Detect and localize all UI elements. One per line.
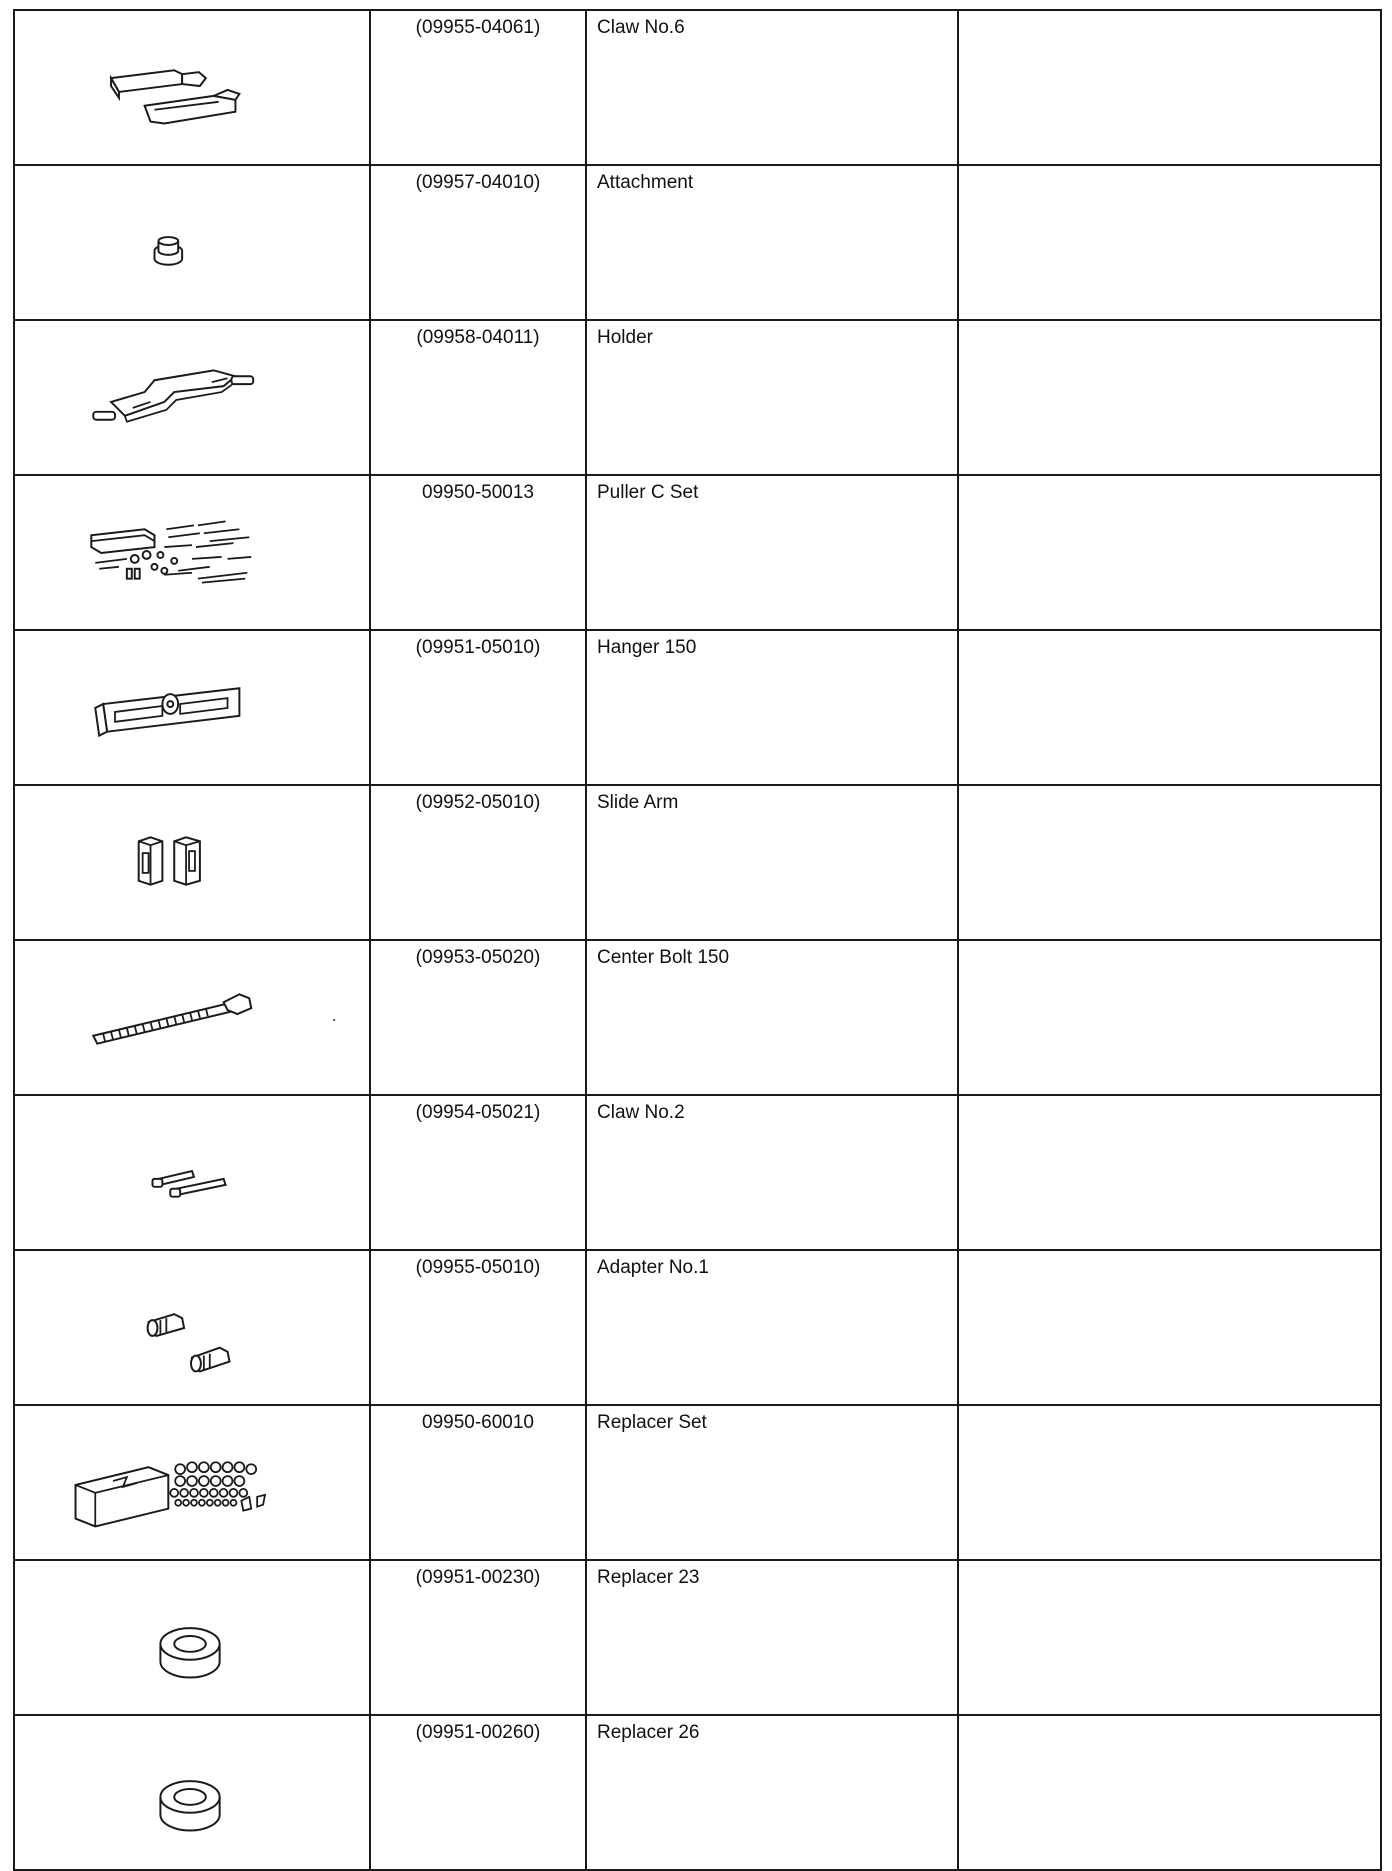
attachment-icon <box>15 166 369 319</box>
remark-cell <box>958 1095 1381 1250</box>
tool-illustration-cell <box>14 1250 370 1405</box>
tool-illustration-cell <box>14 785 370 940</box>
tool-illustration-cell <box>14 1560 370 1715</box>
remark-cell <box>958 475 1381 630</box>
claw-pins-icon <box>15 1096 369 1249</box>
table-row <box>14 1095 1381 1250</box>
tool-name: Holder <box>586 320 958 475</box>
remark-cell <box>958 630 1381 785</box>
center-bolt-icon <box>15 941 369 1094</box>
tool-illustration-cell <box>14 630 370 785</box>
slide-arm-icon <box>15 786 369 939</box>
hanger-icon <box>15 631 369 784</box>
tool-name: Slide Arm <box>586 785 958 940</box>
adapter-icon <box>15 1251 369 1404</box>
table-row <box>14 1405 1381 1560</box>
part-number: (09955-05010) <box>370 1250 586 1405</box>
remark-cell <box>958 1250 1381 1405</box>
tool-name: Adapter No.1 <box>586 1250 958 1405</box>
table-row <box>14 1560 1381 1715</box>
tool-name: Replacer 23 <box>586 1560 958 1715</box>
tool-name: Hanger 150 <box>586 630 958 785</box>
table-row <box>14 320 1381 475</box>
table-row <box>14 940 1381 1095</box>
part-number: (09958-04011) <box>370 320 586 475</box>
table-row <box>14 630 1381 785</box>
tool-illustration-cell <box>14 165 370 320</box>
replacer-ring-icon <box>15 1561 369 1714</box>
replacer-ring-icon <box>15 1716 369 1869</box>
part-number: (09951-05010) <box>370 630 586 785</box>
replacer-set-icon <box>15 1406 369 1559</box>
tool-name: Claw No.2 <box>586 1095 958 1250</box>
remark-cell <box>958 1560 1381 1715</box>
puller-set-icon <box>15 476 369 629</box>
tool-illustration-cell <box>14 10 370 165</box>
remark-cell <box>958 165 1381 320</box>
table-row <box>14 1715 1381 1870</box>
part-number: 09950-50013 <box>370 475 586 630</box>
part-number: 09950-60010 <box>370 1405 586 1560</box>
part-number: (09955-04061) <box>370 10 586 165</box>
table-row <box>14 1250 1381 1405</box>
tool-illustration-cell <box>14 1095 370 1250</box>
table-row <box>14 165 1381 320</box>
remark-cell <box>958 320 1381 475</box>
part-number: (09951-00260) <box>370 1715 586 1870</box>
part-number: (09951-00230) <box>370 1560 586 1715</box>
tool-table <box>13 9 1382 1871</box>
tool-illustration-cell <box>14 320 370 475</box>
tool-name: Center Bolt 150 <box>586 940 958 1095</box>
tool-illustration-cell <box>14 475 370 630</box>
claw-icon <box>15 11 369 164</box>
table-row <box>14 785 1381 940</box>
remark-cell <box>958 1715 1381 1870</box>
table-row <box>14 475 1381 630</box>
part-number: (09957-04010) <box>370 165 586 320</box>
part-number: (09952-05010) <box>370 785 586 940</box>
remark-cell <box>958 1405 1381 1560</box>
tool-name: Replacer Set <box>586 1405 958 1560</box>
remark-cell <box>958 940 1381 1095</box>
holder-icon <box>15 321 369 474</box>
remark-cell <box>958 785 1381 940</box>
tool-name: Replacer 26 <box>586 1715 958 1870</box>
tool-illustration-cell <box>14 940 370 1095</box>
tool-name: Claw No.6 <box>586 10 958 165</box>
tool-illustration-cell <box>14 1405 370 1560</box>
table-row <box>14 10 1381 165</box>
remark-cell <box>958 10 1381 165</box>
tool-illustration-cell <box>14 1715 370 1870</box>
tool-name: Puller C Set <box>586 475 958 630</box>
part-number: (09953-05020) <box>370 940 586 1095</box>
tool-name: Attachment <box>586 165 958 320</box>
part-number: (09954-05021) <box>370 1095 586 1250</box>
